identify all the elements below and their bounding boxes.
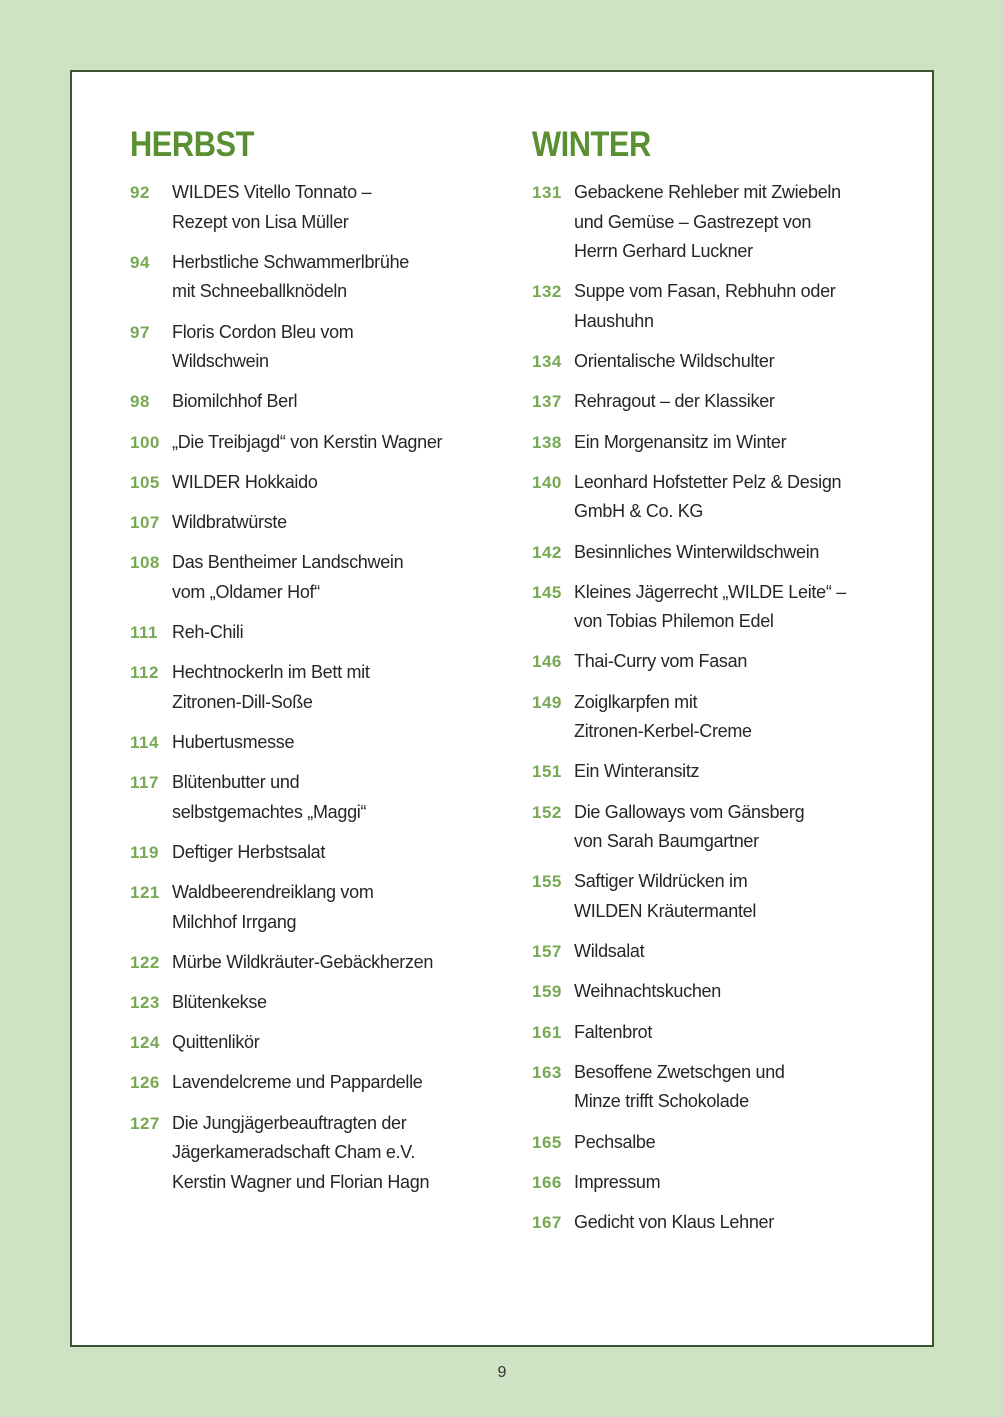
herbst-toc-entry: [130, 508, 490, 538]
herbst-toc-entry: [130, 428, 490, 458]
toc-page-number: 157: [532, 942, 562, 962]
herbst-toc-entry: [130, 548, 490, 607]
toc-entry-title: WILDER Hokkaido: [172, 471, 318, 492]
winter-column: [532, 126, 902, 1248]
winter-toc-entry: [532, 977, 902, 1007]
toc-entry-title: Herbstliche Schwammerlbrühe mit Schneeballknödeln: [172, 251, 409, 302]
toc-page-number: 142: [532, 542, 562, 562]
toc-page-number: 146: [532, 652, 562, 672]
herbst-heading: HERBST: [130, 125, 254, 164]
toc-entry-title: Die Galloways vom Gänsberg von Sarah Baumgartner: [574, 801, 805, 852]
toc-entry-title: Besinnliches Winterwildschwein: [574, 541, 820, 562]
toc-page-number: 165: [532, 1132, 562, 1152]
toc-entry-title: Gebackene Rehleber mit Zwiebeln und Gemüse – Gastrezept von Herrn Gerhard Luckner: [574, 182, 841, 262]
herbst-toc-entry: [130, 1109, 490, 1198]
winter-toc-entry: [532, 1168, 902, 1198]
winter-toc-entry: [532, 277, 902, 336]
toc-entry-title: Hechtnockerln im Bett mit Zitronen-Dill-Soße: [172, 662, 370, 712]
toc-entry-title: Zoiglkarpfen mit Zitronen-Kerbel-Creme: [574, 691, 752, 742]
toc-entry-title: Kleines Jägerrecht „WILDE Leite“ – von Tobias Philemon Edel: [574, 581, 846, 632]
winter-toc-entry: [532, 347, 902, 377]
winter-toc-entry: [532, 688, 902, 747]
toc-page-number: 117: [130, 773, 159, 793]
toc-page-number: 140: [532, 472, 562, 492]
herbst-toc-entry: [130, 988, 490, 1018]
toc-page-number: 134: [532, 352, 562, 372]
toc-page-number: 155: [532, 872, 562, 892]
toc-entry-title: Wildbratwürste: [172, 511, 287, 532]
toc-page-number: 137: [532, 392, 562, 412]
toc-page-number: 167: [532, 1212, 562, 1232]
winter-toc-list: [532, 178, 902, 1238]
toc-page-number: 163: [532, 1062, 562, 1082]
herbst-toc-entry: [130, 878, 490, 937]
winter-toc-entry: [532, 647, 902, 677]
toc-page-number: 127: [130, 1113, 160, 1133]
toc-page-number: 107: [130, 512, 160, 532]
toc-entry-title: Mürbe Wildkräuter-Gebäckherzen: [172, 951, 434, 972]
toc-entry-title: Orientalische Wildschulter: [574, 351, 775, 372]
toc-page-number: 112: [130, 663, 159, 683]
toc-entry-title: Leonhard Hofstetter Pelz & Design GmbH & Co. KG: [574, 471, 842, 522]
page-frame: [70, 70, 934, 1347]
toc-entry-title: Ein Morgenansitz im Winter: [574, 431, 787, 452]
winter-toc-entry: [532, 937, 902, 967]
toc-page-number: 166: [532, 1172, 562, 1192]
winter-toc-entry: [532, 867, 902, 926]
toc-page-number: 124: [130, 1033, 160, 1053]
page-number: 9: [497, 1364, 507, 1381]
winter-toc-entry: [532, 1208, 902, 1238]
toc-page-number: 151: [532, 762, 562, 782]
toc-entry-title: Lavendelcreme und Pappardelle: [172, 1072, 423, 1093]
herbst-toc-list: [130, 178, 490, 1197]
toc-page-number: 108: [130, 553, 160, 573]
toc-page-number: 111: [130, 622, 158, 642]
winter-toc-entry: [532, 387, 902, 417]
toc-page-number: 105: [130, 472, 160, 492]
winter-toc-entry: [532, 538, 902, 568]
toc-page-number: 92: [130, 183, 150, 202]
herbst-toc-entry: [130, 838, 490, 868]
winter-toc-entry: [532, 578, 902, 637]
toc-page-number: 114: [130, 732, 159, 752]
toc-entry-title: Wildsalat: [574, 941, 645, 962]
toc-page-number: 121: [130, 883, 160, 902]
toc-page-number: 123: [130, 992, 160, 1012]
toc-entry-title: Faltenbrot: [574, 1021, 653, 1042]
herbst-toc-entry: [130, 248, 490, 307]
toc-page-number: 161: [532, 1022, 562, 1042]
toc-entry-title: Pechsalbe: [574, 1131, 656, 1152]
winter-heading: WINTER: [532, 125, 651, 164]
toc-entry-title: Ein Winteransitz: [574, 761, 700, 782]
toc-entry-title: Blütenbutter und selbstgemachtes „Maggi“: [172, 772, 367, 822]
toc-entry-title: Saftiger Wildrücken im WILDEN Kräutermantel: [574, 871, 757, 921]
toc-page-number: 131: [532, 183, 562, 202]
toc-page-number: 159: [532, 982, 562, 1002]
toc-page-number: 97: [130, 322, 150, 342]
toc-page-number: 122: [130, 952, 160, 972]
toc-page-number: 152: [532, 802, 562, 822]
toc-entry-title: Die Jungjägerbeauftragten der Jägerkameradschaft Cham e.V. Kerstin Wagner und Florian Hagn: [172, 1112, 430, 1192]
winter-toc-entry: [532, 178, 902, 267]
toc-entry-title: Weihnachtskuchen: [574, 981, 721, 1002]
herbst-toc-entry: [130, 318, 490, 377]
herbst-toc-entry: [130, 768, 490, 827]
winter-toc-entry: [532, 468, 902, 527]
herbst-toc-entry: [130, 468, 490, 498]
herbst-toc-entry: [130, 658, 490, 717]
winter-toc-entry: [532, 1018, 902, 1048]
toc-entry-title: Hubertusmesse: [172, 731, 295, 752]
toc-page-number: 132: [532, 282, 562, 302]
winter-toc-entry: [532, 428, 902, 458]
toc-entry-title: „Die Treibjagd“ von Kerstin Wagner: [172, 431, 443, 452]
toc-entry-title: Impressum: [574, 1171, 661, 1192]
herbst-toc-entry: [130, 387, 490, 417]
herbst-toc-entry: [130, 178, 490, 237]
toc-entry-title: Thai-Curry vom Fasan: [574, 651, 748, 672]
toc-entry-title: WILDES Vitello Tonnato – Rezept von Lisa Müller: [172, 182, 372, 232]
toc-entry-title: Besoffene Zwetschgen und Minze trifft Schokolade: [574, 1061, 785, 1112]
herbst-column: [130, 126, 490, 1208]
toc-page-number: 94: [130, 252, 150, 272]
toc-entry-title: Das Bentheimer Landschwein vom „Oldamer Hof“: [172, 552, 404, 602]
toc-page-number: 98: [130, 392, 150, 412]
herbst-toc-entry: [130, 728, 490, 758]
toc-entry-title: Blütenkekse: [172, 991, 267, 1012]
winter-toc-entry: [532, 798, 902, 857]
toc-entry-title: Floris Cordon Bleu vom Wildschwein: [172, 321, 354, 372]
winter-toc-entry: [532, 1058, 902, 1117]
toc-entry-title: Quittenlikör: [172, 1032, 260, 1053]
winter-toc-entry: [532, 1128, 902, 1158]
toc-page-number: 149: [532, 692, 562, 712]
toc-entry-title: Reh-Chili: [172, 621, 244, 642]
herbst-toc-entry: [130, 1068, 490, 1098]
toc-entry-title: Deftiger Herbstsalat: [172, 841, 326, 862]
winter-toc-entry: [532, 757, 902, 787]
toc-entry-title: Waldbeerendreiklang vom Milchhof Irrgang: [172, 882, 374, 932]
toc-page-number: 126: [130, 1073, 160, 1093]
toc-page-number: 119: [130, 842, 159, 862]
toc-entry-title: Biomilchhof Berl: [172, 391, 298, 412]
toc-entry-title: Rehragout – der Klassiker: [574, 391, 775, 412]
herbst-toc-entry: [130, 618, 490, 648]
herbst-toc-entry: [130, 948, 490, 978]
herbst-toc-entry: [130, 1028, 490, 1058]
toc-entry-title: Suppe vom Fasan, Rebhuhn oder Haushuhn: [574, 281, 836, 331]
toc-page-number: 100: [130, 432, 160, 452]
toc-entry-title: Gedicht von Klaus Lehner: [574, 1211, 774, 1232]
toc-page-number: 145: [532, 582, 562, 602]
toc-page-number: 138: [532, 432, 562, 452]
